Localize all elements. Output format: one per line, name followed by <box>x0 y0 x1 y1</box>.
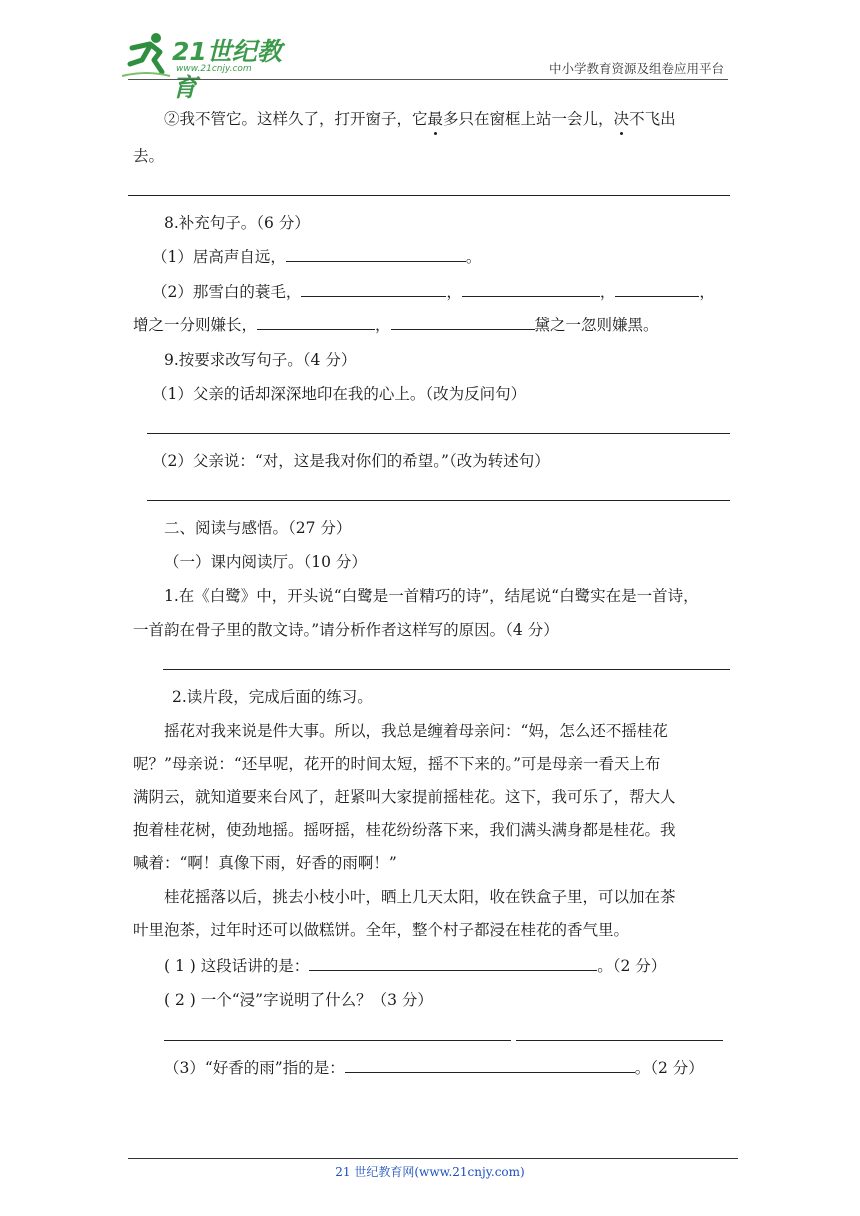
s2-sub-q2: ( 2 ) 一个“浸”字说明了什么？（3 分） <box>164 991 433 1009</box>
passage-line: 摇花对我来说是件大事。所以，我总是缠着母亲问：“妈，怎么还不摇桂花 <box>164 722 668 740</box>
s2-sub-q2-answer-line[interactable] <box>516 1040 723 1041</box>
fill-blank[interactable] <box>345 1057 635 1073</box>
passage-line: 叶里泡茶，过年时还可以做糕饼。全年，整个村子都浸在桂花的香气里。 <box>133 921 630 939</box>
runner-icon <box>120 30 172 78</box>
emphasis-dot-char: 决 <box>613 110 630 128</box>
q7-sentence-2-line1: ②我不管它。这样久了，打开窗子，它最多只在窗框上站一会儿，决不飞出 <box>164 110 676 128</box>
q7-answer-line[interactable] <box>128 195 730 196</box>
passage-line: 喊着：“啊！真像下雨，好香的雨啊！” <box>133 854 397 872</box>
fill-blank[interactable] <box>309 955 597 971</box>
section-2-sub-1: （一）课内阅读厅。（10 分） <box>164 553 367 571</box>
passage-line: 呢？”母亲说：“还早呢，花开的时间太短，摇不下来的。”可是母亲一看天上布 <box>133 755 661 773</box>
logo-url: www.21cnjy.com <box>176 64 252 74</box>
s2-q2-title: 2.读片段，完成后面的练习。 <box>172 688 373 706</box>
q8-title: 8.补充句子。（6 分） <box>164 214 310 232</box>
emphasis-dot-char: 最 <box>427 110 444 128</box>
q9-item-2: （2）父亲说：“对，这是我对你们的希望。”（改为转述句） <box>152 452 550 470</box>
s2-sub-q3: （3）“好香的雨”指的是： 。（2 分） <box>164 1059 704 1077</box>
fill-blank[interactable] <box>286 246 466 262</box>
section-2-title: 二、阅读与感悟。（27 分） <box>164 519 352 537</box>
fill-blank[interactable] <box>301 281 446 297</box>
footer-site-link[interactable]: 21 世纪教育网(www.21cnjy.com) <box>335 1165 525 1179</box>
passage-line: 桂花摇落以后，挑去小枝小叶，晒上几天太阳，收在铁盒子里，可以加在茶 <box>164 888 676 906</box>
s2-q1-line2: 一首韵在骨子里的散文诗。”请分析作者这样写的原因。（4 分） <box>133 621 559 639</box>
fill-blank[interactable] <box>257 314 375 330</box>
q8-item-2-line2: 增之一分则嫌长， ， 黛之一忽则嫌黑。 <box>133 316 659 334</box>
fill-blank[interactable] <box>615 281 699 297</box>
s2-sub-q1: ( 1 ) 这段话讲的是： 。（2 分） <box>164 957 667 975</box>
fill-blank[interactable] <box>462 281 600 297</box>
s2-q1-line1: 1.在《白鹭》中，开头说“白鹭是一首精巧的诗”，结尾说“白鹭实在是一首诗， <box>164 587 699 605</box>
passage-line: 抱着桂花树，使劲地摇。摇呀摇，桂花纷纷落下来，我们满头满身都是桂花。我 <box>133 821 676 839</box>
passage-line: 满阴云，就知道要来台风了，赶紧叫大家提前摇桂花。这下，我可乐了，帮大人 <box>133 788 676 806</box>
footer-divider <box>128 1158 738 1159</box>
site-logo <box>120 30 300 102</box>
q7-sentence-2-line2: 去。 <box>133 147 165 165</box>
q9-title: 9.按要求改写句子。（4 分） <box>164 351 357 369</box>
header-divider <box>128 79 728 80</box>
logo-text: 21世纪教育 <box>172 37 282 102</box>
q8-item-2-line1: （2）那雪白的蓑毛， ， ， ， <box>152 283 715 301</box>
q9-answer-line-1[interactable] <box>147 433 730 434</box>
header-platform-text: 中小学教育资源及组卷应用平台 <box>548 61 724 76</box>
fill-blank[interactable] <box>391 314 535 330</box>
s2-q1-answer-line[interactable] <box>163 669 730 670</box>
q9-item-1: （1）父亲的话却深深地印在我的心上。（改为反问句） <box>152 385 527 403</box>
s2-sub-q2-answer-line[interactable] <box>164 1040 511 1041</box>
q9-answer-line-2[interactable] <box>147 500 730 501</box>
q8-item-1: （1）居高声自远， 。 <box>152 248 482 266</box>
